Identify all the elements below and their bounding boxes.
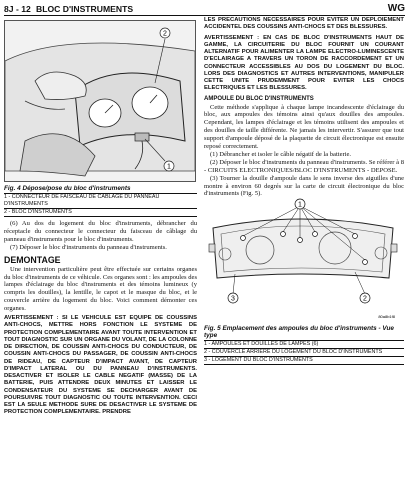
step-6: (6) Au dos du logement du bloc d'instruments, débrancher du réceptacle du connecteur le connecteur du faisceau de câblage du panneau d'instruments pour le bloc d'instruments. <box>4 220 197 243</box>
figure-5-caption: Fig. 5 Emplacement des ampoules du bloc d'instruments - Vue type <box>204 325 394 340</box>
figure-4-legend-2: 2 - BLOC D'INSTRUMENTS <box>4 209 197 217</box>
figure-5-legend-1: 1 - AMPOULES ET DOUILLES DE LAMPES (6) <box>204 341 404 349</box>
fig5-code: 80a8b1f8 <box>378 314 395 320</box>
figure-4-caption: Fig. 4 Dépose/pose du bloc d'instruments <box>4 185 131 192</box>
header-rule <box>4 15 405 16</box>
model-code: WG <box>387 3 405 14</box>
demontage-heading: DEMONTAGE <box>4 254 61 265</box>
figure-5-legend-3: 3 - LOGEMENT DU BLOC D'INSTRUMENTS <box>204 357 404 365</box>
fig4-callout-1: 1 <box>167 163 171 171</box>
demontage-paragraph: Une intervention particulière peut être effectuée sur certains organes du bloc d'instruments de ce véhicule. Ces organes sont : les ampoules des lampes d'éclairage du bloc d'instruments et des témoins lumineux (y compris les douilles), la lentille, le capot et le masque du bloc, et le couvercle arrière du logement du bloc. Voici comment démonter ces organes. <box>4 265 197 313</box>
fig5-callout-2: 2 <box>363 295 367 303</box>
bulb-step-2: (2) Déposer le bloc d'instruments du panneau d'instruments. Se référer à 8 - CIRCUITS ELECTRONIQUES/BLOC D'INSTRUMENTS - DEPOSE. <box>204 158 404 174</box>
figure-5-image <box>205 198 400 322</box>
figure-4-image <box>4 20 196 182</box>
bulb-intro: Cette méthode s'applique à chaque lampe incandescente d'éclairage du bloc, aux ampoules des témoins ainsi qu'aux douilles des ampoules. Cependant, les lampes d'éclairage et les témoins utilisent des ampoules et des douilles de taille différente. Ne jamais les intervertir. S'assurer que tout support d'ampoule déposé de la plaquette de circuit électronique est ensuite reposé correctement. <box>204 103 404 151</box>
figure-4-legend-1: 1 - CONNECTEUR DE FAISCEAU DE CABLAGE DU PANNEAU D'INSTRUMENTS <box>4 194 197 209</box>
bulb-step-1: (1) Débrancher et isoler le câble négatif de la batterie. <box>210 150 352 158</box>
page-number: 8J - 12 <box>4 4 31 14</box>
left-column <box>4 20 197 417</box>
airbag-warning: AVERTISSEMENT : SI LE VEHICULE EST EQUIPE DE COUSSINS ANTI-CHOCS, METTRE HORS FONCTION LE SYSTEME DE PROTECTION COMPLEMENTAIRE AVANT TOUTE INTERVENTION ET TOUT DIAGNOSTIC SUR UN ORGANE DU VOLANT, DE LA COLONNE DE DIRECTION, DE COUSSIN ANTI-CHOCS DU CONDUCTEUR, DE COUSSIN ANTI-CHOCS DU PASSAGER, DE COUSSIN ANTI-CHOCS DE RIDEAU, DE CAPTEUR D'IMPACT AVANT, DE CAPTEUR D'IMPACT LATERAL OU DU PANNEAU D'INSTRUMENTS. DESACTIVER ET ISOLER LE CABLE NEGATIF (MASSE) DE LA BATTERIE, PUIS ATTENDRE DEUX MINUTES ET LAISSER LE CONDENSATEUR DU SYSTEME SE DECHARGER AVANT DE POURSUIVRE TOUT DIAGNOSTIC OU TOUTE INTERVENTION. CECI EST LA SEULE METHODE SURE DE DESACTIVER LE SYSTEME DE PROTECTION COMPLEMENTAIRE. PRENDRE <box>4 315 197 416</box>
step-7: (7) Déposer le bloc d'instruments du panneau d'instruments. <box>10 243 167 251</box>
airbag-warning-continued: LES PRECAUTIONS NECESSAIRES POUR EVITER UN DEPLOIEMENT ACCIDENTEL DES COUSSINS ANTI-CHOCS ET DES BLESSURES. <box>204 17 404 31</box>
fig4-callout-2: 2 <box>163 30 167 38</box>
figure-5-legend-2: 2 - COUVERCLE ARRIERE DU LOGEMENT DU BLOC D'INSTRUMENTS <box>204 349 404 357</box>
electrical-warning: AVERTISSEMENT : EN CAS DE BLOC D'INSTRUMENTS HAUT DE GAMME, LA CIRCUITERIE DU BLOC FOURNIT UN COURANT ALTERNATIF POUR ALIMENTER LA LAMPE ELECTRO-LUMINESCENTE D'ECLAIRAGE A TRAVERS UN TORON DE RACCORDEMENT ET UN CONNECTEUR ACCESSIBLES AU DOS DU LOGEMENT DU BLOC. LORS DES DIAGNOSTICS ET AUTRES INTERVENTIONS, MANIPULER CETTE UNITE PRUDEMMENT POUR EVITER LES CHOCS ELECTRIQUES ET LES BLESSURES. <box>204 34 404 92</box>
bulb-step-3: (3) Tourner la douille d'ampoule dans le sens inverse des aiguilles d'une montre à environ 60 degrés sur la carte de circuit électronique du bloc d'instruments (Fig. 5). <box>204 174 404 198</box>
right-column <box>204 17 404 365</box>
bulb-heading: AMPOULE DU BLOC D'INSTRUMENTS <box>204 95 314 102</box>
fig5-callout-1: 1 <box>298 201 302 209</box>
fig5-callout-3: 3 <box>231 295 235 303</box>
section-title: BLOC D'INSTRUMENTS <box>36 4 134 14</box>
